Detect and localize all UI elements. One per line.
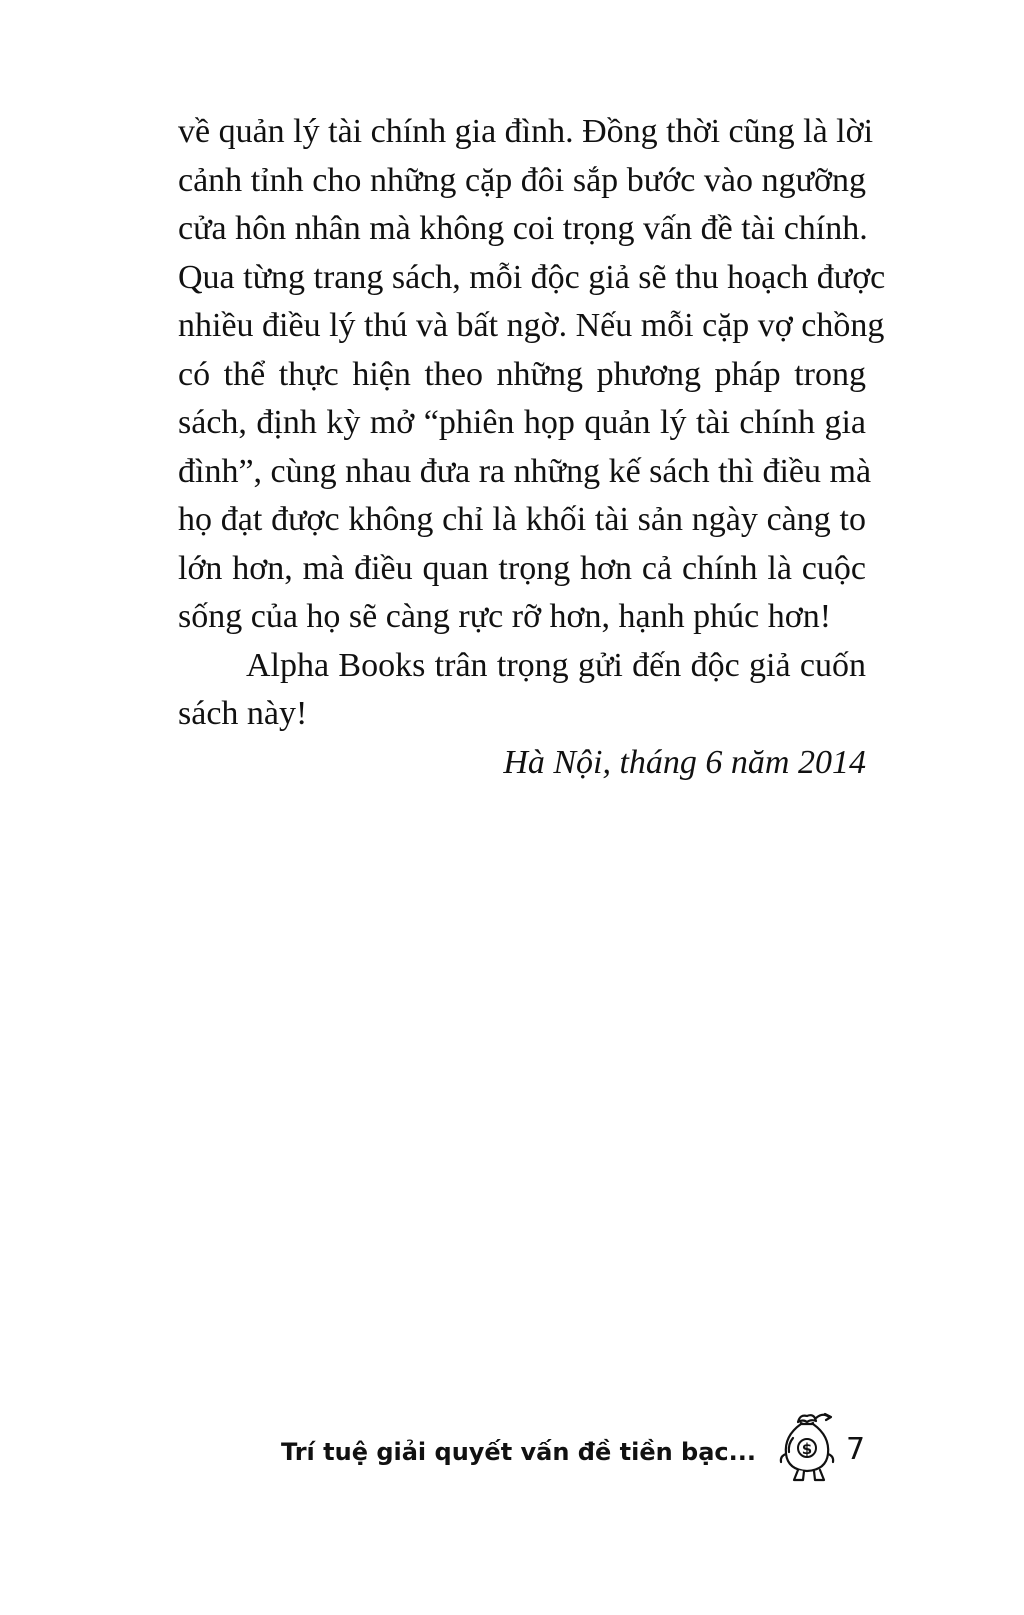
body-line: lớn hơn, mà điều quan trọng hơn cả chính là cuộc — [178, 549, 866, 587]
body-line: nhiều điều lý thú và bất ngờ. Nếu mỗi cặp vợ chồng — [178, 307, 885, 344]
body-line: cửa hôn nhân mà không coi trọng vấn đề tài chính. — [178, 210, 868, 247]
body-line: sách, định kỳ mở “phiên họp quản lý tài chính gia — [178, 404, 866, 441]
body-line: có thể thực hiện theo những phương pháp trong — [178, 355, 866, 393]
body-line: Alpha Books trân trọng gửi đến độc giả cuốn — [246, 646, 866, 684]
body-line: họ đạt được không chỉ là khối tài sản ngày càng to — [178, 501, 866, 538]
signoff-date: Hà Nội, tháng 6 năm 2014 — [503, 743, 866, 781]
body-line: cảnh tỉnh cho những cặp đôi sắp bước vào ngưỡng — [178, 161, 866, 199]
body-line: sách này! — [178, 695, 308, 732]
svg-text:$: $ — [801, 1440, 813, 1458]
body-line: Qua từng trang sách, mỗi độc giả sẽ thu hoạch được — [178, 258, 886, 296]
body-text — [178, 108, 886, 787]
money-bag-icon — [776, 1410, 838, 1486]
body-line: sống của họ sẽ càng rực rỡ hơn, hạnh phúc hơn! — [178, 598, 832, 635]
running-footer-title: Trí tuệ giải quyết vấn đề tiền bạc... — [280, 1438, 756, 1466]
body-line: về quản lý tài chính gia đình. Đồng thời cũng là lời — [178, 113, 874, 150]
page-footer — [0, 1410, 1024, 1510]
page-number: 7 — [846, 1432, 866, 1467]
body-line: đình”, cùng nhau đưa ra những kế sách thì điều mà — [178, 452, 872, 490]
